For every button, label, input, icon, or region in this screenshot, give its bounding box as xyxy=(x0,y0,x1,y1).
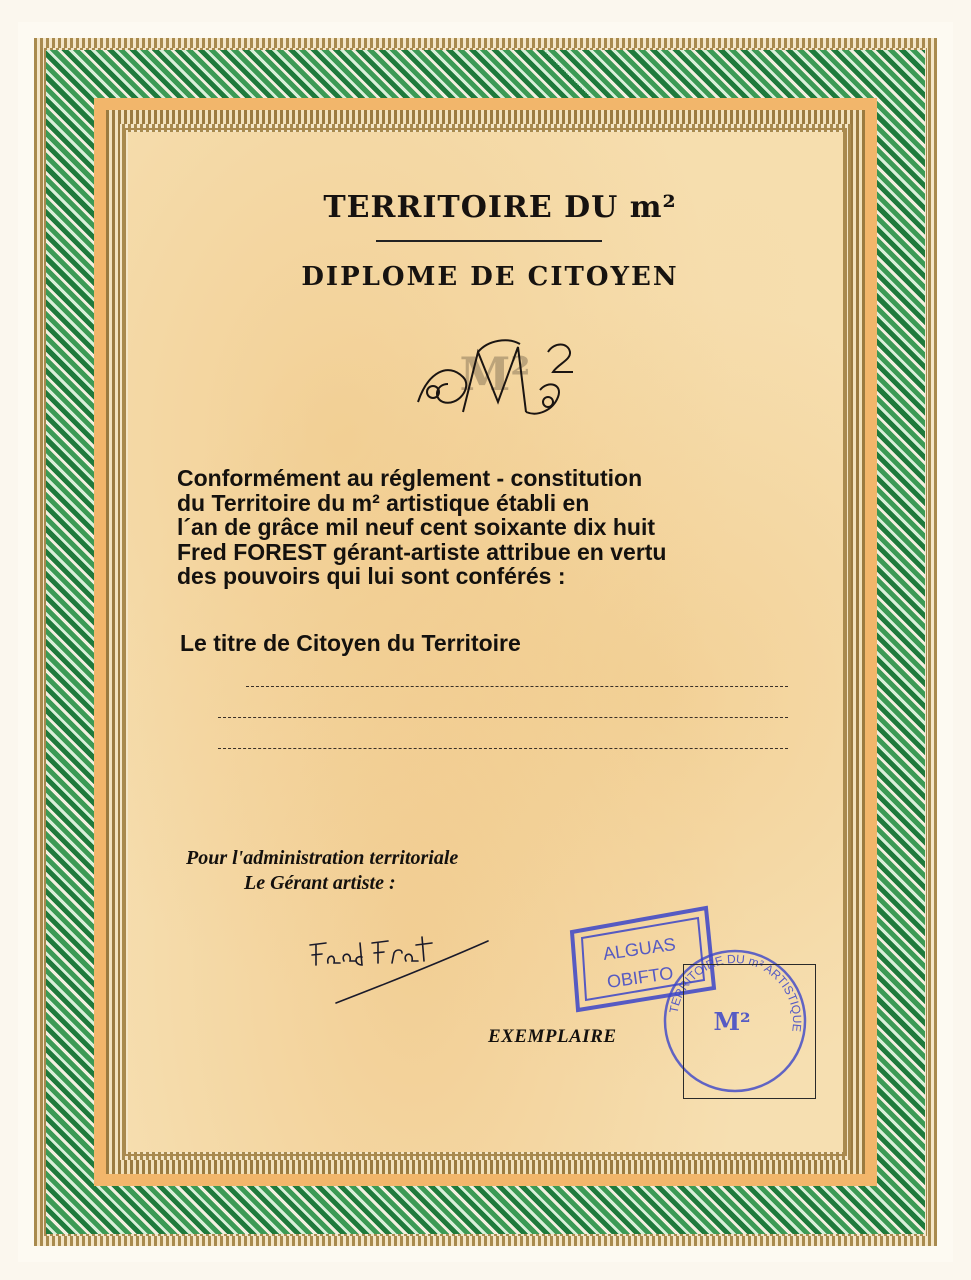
certificate-title: TERRITOIRE DU m² xyxy=(323,190,677,225)
admin-line-2: Le Gérant artiste : xyxy=(244,872,396,894)
handwritten-signature xyxy=(308,915,503,1010)
certificate-subtitle: DIPLOME DE CITOYEN xyxy=(301,262,679,292)
body-line: Fred FOREST gérant-artiste attribue en vertu xyxy=(177,538,667,565)
body-line: l´an de grâce mil neuf cent soixante dix huit xyxy=(177,514,655,540)
title-underline xyxy=(376,240,602,242)
administration-block xyxy=(186,846,636,896)
body-line: du Territoire du m² artistique établi en xyxy=(177,489,590,516)
monogram-emblem xyxy=(408,332,583,424)
exemplaire-label: EXEMPLAIRE xyxy=(488,1026,617,1047)
admin-line-1: Pour l'administration territoriale xyxy=(186,847,459,869)
stamp-box-line-2: OBIFTO xyxy=(605,962,675,992)
body-line: des pouvoirs qui lui sont conférés : xyxy=(177,563,566,589)
name-blank-line-2[interactable] xyxy=(218,717,788,718)
stamp-circle-text: TERRITOIRE DU m² ARTISTIQUE xyxy=(666,951,805,1033)
body-line: Conformément au réglement - constitution xyxy=(177,465,643,491)
citizen-title-line: Le titre de Citoyen du Territoire xyxy=(180,630,521,656)
name-blank-line-3[interactable] xyxy=(218,748,788,749)
stamp-square-box xyxy=(683,964,816,1099)
monogram-text: M² xyxy=(459,347,531,401)
name-blank-line-1[interactable] xyxy=(246,686,788,687)
stamp-circle-center: M² xyxy=(713,1007,751,1036)
certificate-body xyxy=(177,466,817,589)
stamp-box-line-1: ALGUAS xyxy=(601,933,677,964)
